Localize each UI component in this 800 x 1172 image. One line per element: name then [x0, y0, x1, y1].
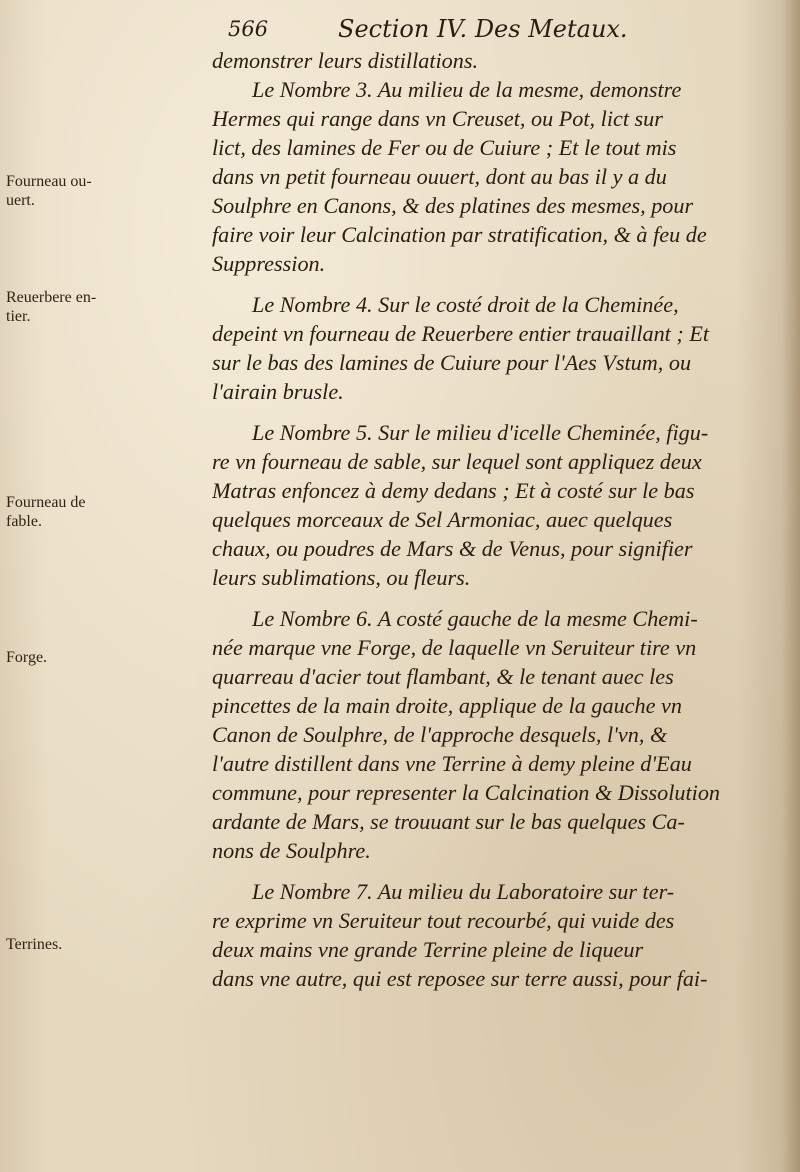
- page-header: [228, 12, 788, 46]
- text-line: re exprime vn Seruiteur tout recourbé, qui vuide des: [212, 908, 675, 933]
- text-line: depeint vn fourneau de Reuerbere entier trauaillant ; Et: [212, 321, 710, 346]
- text-line: faire voir leur Calcination par stratification, & à feu de: [212, 222, 707, 247]
- text-line: re vn fourneau de sable, sur lequel sont appliquez deux: [212, 449, 702, 474]
- margin-note-line: Forge.: [6, 649, 48, 666]
- margin-note-fourneau-ouvert: [6, 172, 206, 210]
- text-line: chaux, ou poudres de Mars & de Venus, pour signifier: [212, 536, 693, 561]
- margin-note-fourneau-sable: [6, 493, 206, 531]
- text-line: quelques morceaux de Sel Armoniac, auec quelques: [212, 507, 673, 532]
- text-line: deux mains vne grande Terrine pleine de liqueur: [212, 937, 644, 962]
- text-line: l'autre distillent dans vne Terrine à demy pleine d'Eau: [212, 751, 692, 776]
- text-line: Hermes qui range dans vn Creuset, ou Pot, lict sur: [212, 106, 663, 131]
- text-line: Suppression.: [212, 251, 326, 276]
- margin-note-line: tier.: [6, 308, 31, 325]
- margin-note-reuerbere: [6, 288, 206, 326]
- text-line: demonstrer leurs distillations.: [212, 48, 479, 73]
- text-line: pincettes de la main droite, applique de la gauche vn: [212, 693, 682, 718]
- text-line: l'airain brusle.: [212, 379, 344, 404]
- text-line: Le Nombre 5. Sur le milieu d'icelle Cheminée, figu-: [252, 420, 709, 445]
- margin-note-line: Reuerbere en-: [6, 289, 97, 306]
- text-line: dans vn petit fourneau ouuert, dont au bas il y a du: [212, 164, 667, 189]
- main-text: [212, 46, 788, 993]
- text-line: lict, des lamines de Fer ou de Cuiure ; Et le tout mis: [212, 135, 677, 160]
- text-line: Soulphre en Canons, & des platines des mesmes, pour: [212, 193, 694, 218]
- text-line: sur le bas des lamines de Cuiure pour l'Aes Vstum, ou: [212, 350, 692, 375]
- margin-note-line: Fourneau ou-: [6, 173, 92, 190]
- text-line: leurs sublimations, ou fleurs.: [212, 565, 471, 590]
- margin-note-line: Fourneau de: [6, 494, 86, 511]
- margin-note-forge: [6, 648, 206, 667]
- margin-note-line: Terrines.: [6, 936, 63, 953]
- page-number: 566: [228, 17, 269, 41]
- text-line: née marque vne Forge, de laquelle vn Seruiteur tire vn: [212, 635, 697, 660]
- margin-note-terrines: [6, 935, 206, 954]
- margin-note-line: uert.: [6, 192, 35, 209]
- page-edge-shadow: [782, 0, 800, 1172]
- text-line: quarreau d'acier tout flambant, & le tenant auec les: [212, 664, 674, 689]
- text-line: Matras enfoncez à demy dedans ; Et à costé sur le bas: [212, 478, 695, 503]
- running-title: Section IV. Des Metaux.: [338, 15, 628, 43]
- text-line: Le Nombre 7. Au milieu du Laboratoire sur ter-: [252, 879, 675, 904]
- text-line: dans vne autre, qui est reposee sur terre aussi, pour fai-: [212, 966, 708, 991]
- text-line: commune, pour representer la Calcination & Dissolution: [212, 780, 721, 805]
- text-line: nons de Soulphre.: [212, 838, 371, 863]
- text-line: ardante de Mars, se trouuant sur le bas quelques Ca-: [212, 809, 685, 834]
- text-line: Canon de Soulphre, de l'approche desquels, l'vn, &: [212, 722, 668, 747]
- margin-note-line: fable.: [6, 513, 42, 530]
- text-line: Le Nombre 6. A costé gauche de la mesme Chemi-: [252, 606, 698, 631]
- text-line: Le Nombre 4. Sur le costé droit de la Cheminée,: [252, 292, 679, 317]
- text-line: Le Nombre 3. Au milieu de la mesme, demonstre: [252, 77, 682, 102]
